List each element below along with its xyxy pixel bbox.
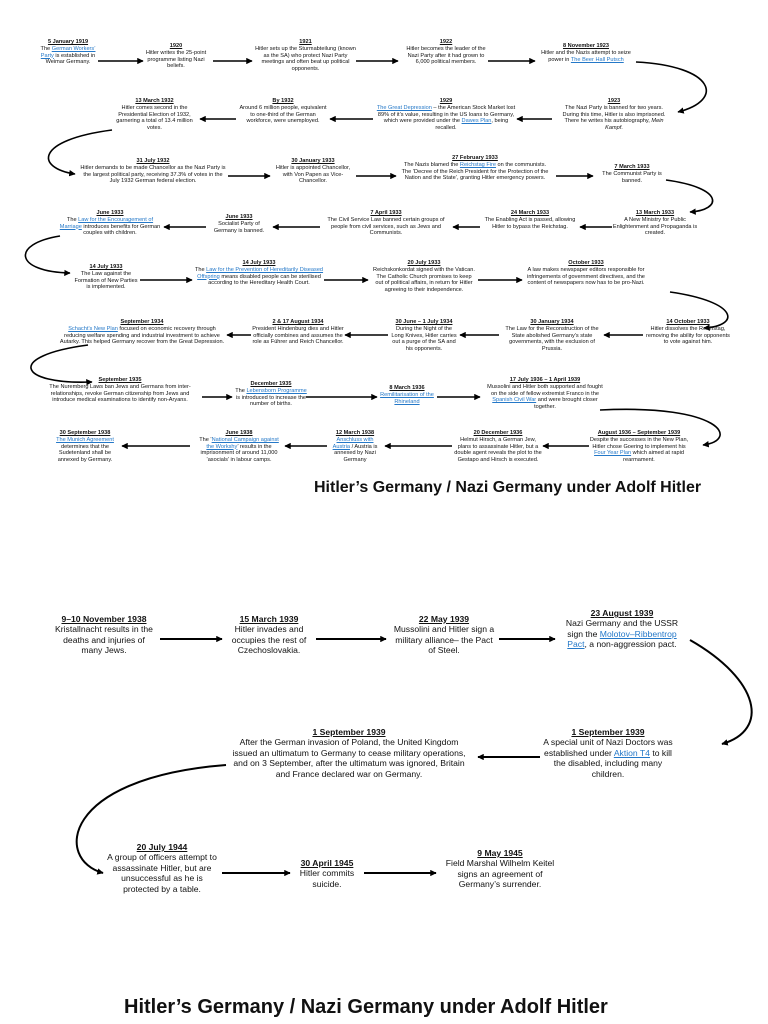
event-hirsch-plot: 20 December 1936 Helmut Hirsch, a German Jew, plans to assassinate Hitler, but a double agent reveals the plot to the Gestapo and Hirsch is executed.	[454, 430, 542, 464]
link-workshy-campaign[interactable]: National Campaign against the Workshy	[206, 436, 279, 450]
event-presidential-election: 13 March 1932 Hitler comes second in the Presidential Election of 1932, garnering a total of 13.4 million votes.	[116, 98, 193, 132]
event-socialist-ban: June 1933 Socialist Party of Germany is banned.	[213, 214, 265, 234]
link-schachts-new-plan[interactable]: Schacht’s New Plan	[68, 325, 118, 332]
event-chancellor: 30 January 1933 Hitler is appointed Chancellor, with Von Papen as Vice-Chancellor.	[275, 158, 351, 185]
event-1923-ban: 1923 The Nazi Party is banned for two years. During this time, Hitler is also imprisoned. There he writes his autobiography, Mein Kampf.	[562, 98, 666, 132]
event-reichstag-fire: 27 February 1933 The Nazis blamed the Reichstag Fire on the communists. The ‘Decree of the Reich President for the Protection of the Nation and the State’, granting Hitler emergency powers.	[401, 155, 549, 182]
event-spanish-civil-war: 17 July 1936 – 1 April 1939 Mussolini and Hitler both supported and fought on the side of fellow extremist Franco in the Spanish Civil War and were brought closer together.	[487, 377, 603, 411]
link-reichstag-fire[interactable]: Reichstag Fire	[459, 161, 496, 168]
event-four-year-plan: August 1936 – September 1939 Despite the successes in the New Plan, Hitler chose Goering to implement his Four Year Plan which aimed at rapid rearmament.	[589, 430, 689, 464]
event-surrender: 9 May 1945 Field Marshal Wilhelm Keitel signs an agreement of Germany’s surrender.	[445, 848, 555, 890]
event-beer-hall-putsch: 8 November 1923 Hitler and the Nazis attempt to seize power in The Beer Hall Putsch	[541, 43, 631, 63]
event-communist-ban: 7 March 1933 The Communist Party is banned.	[602, 164, 662, 184]
event-propaganda-ministry: 13 March 1933 A New Ministry for Public Enlightenment and Propaganda is created.	[612, 210, 698, 237]
link-beer-hall-putsch[interactable]: The Beer Hall Putsch	[570, 56, 624, 63]
link-four-year-plan[interactable]: Four Year Plan	[594, 450, 632, 457]
link-lebensborn[interactable]: Lebensborn Programme	[246, 387, 307, 394]
event-1920: 1920 Hitler writes the 25-point programme listing Nazi beliefs.	[145, 43, 207, 70]
link-anschluss[interactable]: Anschluss with Austria	[332, 436, 374, 450]
link-rhineland[interactable]: Remilitarisation of the Rhineland	[380, 391, 434, 405]
event-hereditary-law: 14 July 1933 The Law for the Prevention of Hereditarily Diseased Offspring means disabled people can be sterilised according to the Hereditary Health Court.	[194, 260, 324, 287]
event-aktion-t4: 1 September 1939 A special unit of Nazi Doctors was established under Aktion T4 to kill the disabled, including many children.	[543, 727, 673, 779]
event-enabling-act: 24 March 1933 The Enabling Act is passed, allowing Hitler to bypass the Reichstag.	[484, 210, 576, 230]
arrow	[666, 180, 713, 212]
event-war-declared: 1 September 1939 After the German invasion of Poland, the United Kingdom issued an ultimatum to Germany to cease military operations, and on 3 September, after the ultimatum was ignored, Britain and France declared war on Germany.	[232, 727, 466, 779]
event-july-1932: 31 July 1932 Hitler demands to be made Chancellor as the Nazi Party is the largest political party, receiving 37.3% of votes in the July 1932 German federal election.	[80, 158, 226, 185]
event-civil-service-law: 7 April 1933 The Civil Service Law banned certain groups of people from civil services, such as Jews and Communists.	[327, 210, 445, 237]
event-reconstruction-law: 30 January 1934 The Law for the Reconstruction of the State abolished Germany’s state governments, with the exclusion of Prussia.	[505, 319, 599, 353]
event-rhineland: 8 March 1936 Remilitarisation of the Rhineland	[380, 385, 434, 405]
event-night-long-knives: 30 June – 1 July 1934 During the Night of the Long Knives, Hitler carries out a purge of the SA and his opponents.	[391, 319, 457, 353]
event-july-plot: 20 July 1944 A group of officers attempt to assassinate Hitler, but are unsuccessful as he is protected by a table.	[107, 842, 217, 894]
event-reichskonkordat: 20 July 1933 Reichskonkordat signed with the Vatican. The Catholic Church promises to keep out of political affairs, in return for Hitler agreeing to their independence.	[373, 260, 475, 294]
event-new-parties-law: 14 July 1933 The Law against the Formation of New Parties is implemented.	[74, 264, 138, 291]
event-newspaper-law: October 1933 A law makes newspaper editors responsible for infringements of government directives, and the content of newspapers now has to be pro-Nazi.	[527, 260, 645, 287]
event-marriage-law: June 1933 The Law for the Encouragement of Marriage introduces benefits for German couples with children.	[59, 210, 161, 237]
event-nuremberg-laws: September 1935 The Nuremberg Laws ban Jews and Germans from inter-relationships, revoke German citizenship from Jews and introduce medical examinations to identify non-Aryans.	[49, 377, 191, 404]
event-new-plan: September 1934 Schacht’s New Plan focused on economic recovery through reducing welfare spending and industrial investment to achieve Autarky. This helped Germany recover from the Great Depression.	[59, 319, 225, 346]
link-german-workers-party[interactable]: German Workers’ Party	[40, 45, 96, 59]
event-kristallnacht: 9–10 November 1938 Kristallnacht results in the deaths and injuries of many Jews.	[55, 614, 153, 656]
event-pact-of-steel: 22 May 1939 Mussolini and Hitler sign a military alliance– the Pact of Steel.	[393, 614, 495, 656]
event-reichstag-dissolved: 14 October 1933 Hitler dissolves the Reichstag, removing the ability for opponents to vote against him.	[646, 319, 730, 346]
link-great-depression[interactable]: The Great Depression	[376, 104, 432, 111]
event-lebensborn: December 1935 The Lebensborn Programme is introduced to increase the number of births.	[235, 381, 307, 408]
link-aktion-t4[interactable]: Aktion T4	[613, 747, 650, 758]
event-anschluss: 12 March 1938 Anschluss with Austria / Austria is annexed by Nazi Germany	[332, 430, 378, 464]
event-great-depression: 1929 The Great Depression – the American Stock Market lost 89% of it’s value, resulting in the US loans to Germany, which were provided under the Dawes Plan, being recalled.	[376, 98, 516, 132]
event-hitler-suicide: 30 April 1945 Hitler commits suicide.	[299, 858, 355, 889]
event-workshy-campaign: June 1938 The ‘National Campaign against the Workshy’ results in the imprisonment of around 11,000 ‘asocials’ in labour camps.	[199, 430, 279, 464]
event-munich-agreement: 30 September 1938 The Munich Agreement determines that the Sudetenland shall be annexed by Germany.	[56, 430, 114, 464]
event-1919-party: 5 January 1919 The German Workers’ Party is established in Weimar Germany.	[40, 39, 96, 66]
page-title-bottom: Hitler’s Germany / Nazi Germany under Adolf Hitler	[124, 996, 608, 1018]
link-marriage-law[interactable]: Law for the Encouragement of Marriage	[59, 216, 154, 230]
page-title-top: Hitler’s Germany / Nazi Germany under Adolf Hitler	[314, 479, 702, 496]
event-hindenburg-dies: 2 & 17 August 1934 President Hindenburg dies and Hitler officially combines and assumes the role as Führer and Reich Chancellor.	[252, 319, 344, 346]
arrow	[690, 640, 752, 744]
link-hereditary-law[interactable]: Law for the Prevention of Hereditarily Diseased Offspring	[197, 266, 324, 280]
link-dawes-plan[interactable]: Dawes Plan	[461, 118, 492, 125]
event-1922: 1922 Hitler becomes the leader of the Nazi Party after it had grown to 6,000 political members.	[406, 39, 486, 66]
arrow	[25, 236, 70, 273]
event-czechoslovakia: 15 March 1939 Hitler invades and occupies the rest of Czechoslovakia.	[231, 614, 307, 656]
event-molotov-ribbentrop: 23 August 1939 Nazi Germany and the USSR sign the Molotov–Ribbentrop Pact, a non-aggression pact.	[565, 608, 679, 650]
link-spanish-civil-war[interactable]: Spanish Civil War	[492, 397, 537, 404]
link-munich-agreement[interactable]: The Munich Agreement	[56, 436, 114, 443]
link-molotov-ribbentrop[interactable]: Molotov–Ribbentrop Pact	[567, 628, 677, 650]
event-1921: 1921 Hitler sets up the Sturmabteilung (known as the SA) who protect Nazi Party meetings and often beat up political opponents.	[255, 39, 356, 73]
event-by-1932: By 1932 Around 6 million people, equivalent to one-third of the German workforce, were unemployed.	[239, 98, 327, 125]
